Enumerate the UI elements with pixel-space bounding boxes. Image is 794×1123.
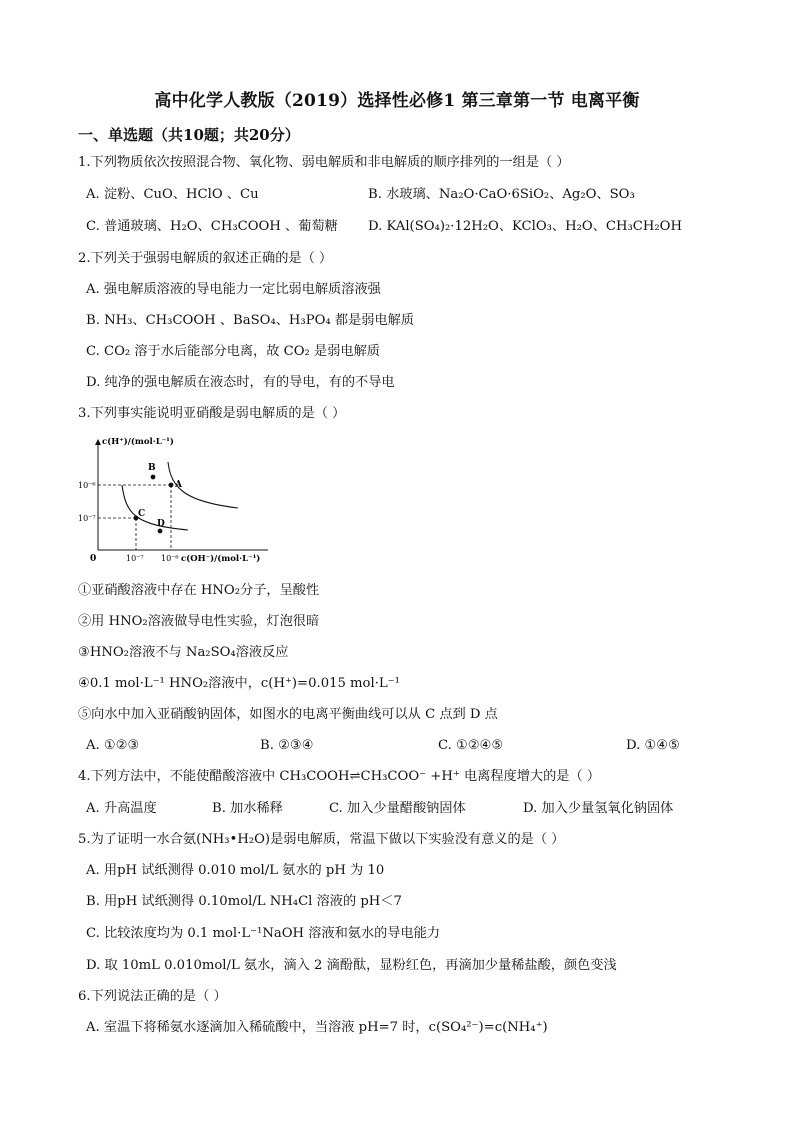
q1-option-c[interactable]: C. 普通玻璃、H₂O、CH₃COOH 、葡萄糖 xyxy=(86,219,338,234)
q3-statement-2: ②用 HNO₂溶液做导电性实验，灯泡很暗 xyxy=(78,614,320,629)
point-a-label: A xyxy=(175,480,182,490)
y-axis-label: c(H⁺)/(mol·L⁻¹) xyxy=(102,437,174,447)
q4-stem: 4.下列方法中，不能使醋酸溶液中 CH₃COOH⇌CH₃COO⁻ +H⁺ 电离程度增大的是（ ） xyxy=(78,769,601,784)
q4-option-c[interactable]: C. 加入少量醋酸钠固体 xyxy=(329,801,466,816)
q1-option-a[interactable]: A. 淀粉、CuO、HClO 、Cu xyxy=(86,187,259,202)
q3-statement-1: ①亚硝酸溶液中存在 HNO₂分子，呈酸性 xyxy=(78,583,320,598)
origin-label: 0 xyxy=(90,554,97,564)
point-a-marker xyxy=(169,483,174,488)
ytick-low: 10⁻⁷ xyxy=(78,514,96,523)
q2-option-a[interactable]: A. 强电解质溶液的导电能力一定比弱电解质溶液强 xyxy=(86,282,381,297)
point-c-label: C xyxy=(138,509,146,519)
xtick-low: 10⁻⁷ xyxy=(126,554,144,563)
lower-curve xyxy=(122,485,188,530)
q2-option-b[interactable]: B. NH₃、CH₃COOH 、BaSO₄、H₃PO₄ 都是弱电解质 xyxy=(86,313,415,328)
q3-option-d[interactable]: D. ①④⑤ xyxy=(626,738,680,753)
q3-stem: 3.下列事实能说明亚硝酸是弱电解质的是（ ） xyxy=(78,406,346,421)
q2-option-c[interactable]: C. CO₂ 溶于水后能部分电离，故 CO₂ 是弱电解质 xyxy=(86,344,380,359)
q1-option-b[interactable]: B. 水玻璃、Na₂O·CaO·6SiO₂、Ag₂O、SO₃ xyxy=(368,187,635,202)
point-d-label: D xyxy=(157,519,165,529)
q4-option-b[interactable]: B. 加水稀释 xyxy=(212,801,283,816)
q1-option-d[interactable]: D. KAl(SO₄)₂·12H₂O、KClO₃、H₂O、CH₃CH₂OH xyxy=(368,219,682,234)
q3-option-b[interactable]: B. ②③④ xyxy=(260,738,314,753)
q6-option-a[interactable]: A. 室温下将稀氨水逐滴加入稀硫酸中，当溶液 pH=7 时，c(SO₄²⁻)=c(NH₄⁺) xyxy=(86,1020,548,1035)
q4-option-a[interactable]: A. 升高温度 xyxy=(86,801,157,816)
x-axis-label: c(OH⁻)/(mol·L⁻¹) xyxy=(181,554,261,564)
q4-option-d[interactable]: D. 加入少量氢氧化钠固体 xyxy=(523,801,674,816)
xtick-high: 10⁻⁶ xyxy=(161,554,179,563)
q1-stem: 1.下列物质依次按照混合物、氧化物、弱电解质和非电解质的顺序排列的一组是（ ） xyxy=(78,155,570,170)
ytick-high: 10⁻⁶ xyxy=(78,481,96,490)
q2-option-d[interactable]: D. 纯净的强电解质在液态时，有的导电，有的不导电 xyxy=(86,375,395,390)
water-ionization-graph xyxy=(78,430,278,570)
section-heading: 一、单选题（共10题；共20分） xyxy=(78,126,300,144)
q2-stem: 2.下列关于强弱电解质的叙述正确的是（ ） xyxy=(78,251,333,266)
q3-option-a[interactable]: A. ①②③ xyxy=(86,738,140,753)
q5-option-a[interactable]: A. 用pH 试纸测得 0.010 mol/L 氨水的 pH 为 10 xyxy=(86,863,385,878)
q5-option-b[interactable]: B. 用pH 试纸测得 0.10mol/L NH₄Cl 溶液的 pH＜7 xyxy=(86,894,402,909)
point-d-marker xyxy=(158,529,163,534)
point-b-marker xyxy=(151,475,156,480)
q6-stem: 6.下列说法正确的是（ ） xyxy=(78,989,227,1004)
document-title: 高中化学人教版（2019）选择性必修1 第三章第一节 电离平衡 xyxy=(154,91,640,111)
q5-option-d[interactable]: D. 取 10mL 0.010mol/L 氨水，滴入 2 滴酚酞，显粉红色，再滴加少量稀盐酸，颜色变浅 xyxy=(86,958,617,973)
q3-statement-3: ③HNO₂溶液不与 Na₂SO₄溶液反应 xyxy=(78,645,289,660)
q5-option-c[interactable]: C. 比较浓度均为 0.1 mol·L⁻¹NaOH 溶液和氨水的导电能力 xyxy=(86,926,441,941)
q3-option-c[interactable]: C. ①②④⑤ xyxy=(438,738,504,753)
q5-stem: 5.为了证明一水合氨(NH₃•H₂O)是弱电解质，常温下做以下实验没有意义的是（ ） xyxy=(78,832,565,847)
q3-statement-5: ⑤向水中加入亚硝酸钠固体，如图水的电离平衡曲线可以从 C 点到 D 点 xyxy=(78,707,498,722)
q3-statement-4: ④0.1 mol·L⁻¹ HNO₂溶液中，c(H⁺)=0.015 mol·L⁻¹ xyxy=(78,676,400,691)
point-b-label: B xyxy=(148,463,156,473)
